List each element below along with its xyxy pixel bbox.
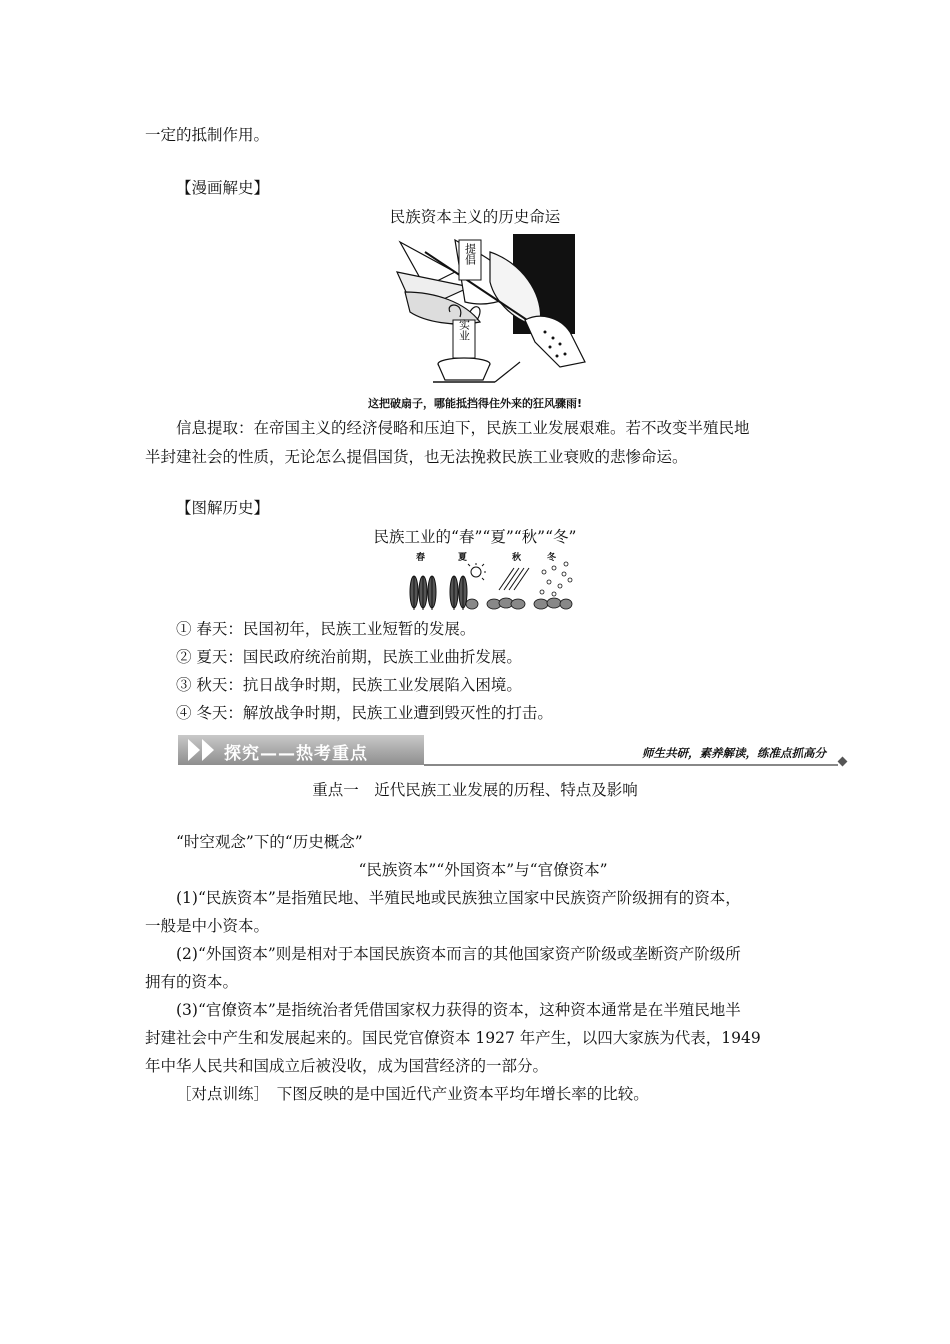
exercise-text: ［对点训练］ 下图反映的是中国近代产业资本平均年增长率的比较。 <box>176 1085 649 1103</box>
section-heading: 【图解历史】 <box>176 499 270 517</box>
body-text: 年中华人民共和国成立后被没收，成为国营经济的一部分。 <box>145 1057 549 1075</box>
season-label-summer: 夏 <box>458 553 468 563</box>
cartoon-caption: 这把破扇子，哪能抵挡得住外来的狂风骤雨! <box>367 397 582 410</box>
body-text: 拥有的资本。 <box>145 973 239 991</box>
divider <box>424 764 838 766</box>
season-label-winter: 冬 <box>547 553 557 563</box>
diamond-icon <box>838 757 848 767</box>
diagram-title: 民族工业的“春”“夏”“秋”“冬” <box>373 528 577 546</box>
section-title: 重点一 近代民族工业发展的历程、特点及影响 <box>312 781 638 799</box>
seasons-illustration <box>404 550 576 612</box>
banner-tagline: 师生共研，素养解读，练准点抓高分 <box>642 746 826 760</box>
plant-label: 实业 <box>457 319 471 341</box>
section-heading: 【漫画解史】 <box>176 179 270 197</box>
section-banner <box>178 735 846 767</box>
body-text: 半封建社会的性质，无论怎么提倡国货，也无法挽救民族工业衰败的悲惨命运。 <box>145 448 688 466</box>
body-text: 一般是中小资本。 <box>145 917 270 935</box>
list-item: ④ 冬天：解放战争时期，民族工业遭到毁灭性的打击。 <box>176 704 553 722</box>
cartoon-illustration <box>395 232 595 392</box>
list-item: ② 夏天：国民政府统治前期，民族工业曲折发展。 <box>176 648 522 666</box>
season-label-spring: 春 <box>416 553 426 563</box>
body-text: “时空观念”下的“历史概念” <box>176 833 363 851</box>
body-text: 一定的抵制作用。 <box>145 126 270 144</box>
banner-left-block <box>178 735 424 765</box>
banner-title: 探究——热考重点 <box>224 744 368 764</box>
body-text: 封建社会中产生和发展起来的。国民党官僚资本 1927 年产生，以四大家族为代表，1949 <box>145 1029 761 1047</box>
list-item: ① 春天：民国初年，民族工业短暂的发展。 <box>176 620 476 638</box>
body-text: (2)“外国资本”则是相对于本国民族资本而言的其他国家资产阶级或垄断资产阶级所 <box>176 945 741 963</box>
body-text: (1)“民族资本”是指殖民地、半殖民地或民族独立国家中民族资产阶级拥有的资本， <box>176 889 741 907</box>
body-text: 信息提取：在帝国主义的经济侵略和压迫下，民族工业发展艰难。若不改变半殖民地 <box>176 419 750 437</box>
body-text: (3)“官僚资本”是指统治者凭借国家权力获得的资本，这种资本通常是在半殖民地半 <box>176 1001 741 1019</box>
chevron-icon <box>202 739 214 761</box>
concept-subtitle: “民族资本”“外国资本”与“官僚资本” <box>358 861 608 879</box>
season-label-autumn: 秋 <box>512 553 522 563</box>
fan-label: 提倡 <box>463 243 477 265</box>
cartoon-title: 民族资本主义的历史命运 <box>389 208 561 226</box>
list-item: ③ 秋天：抗日战争时期，民族工业发展陷入困境。 <box>176 676 522 694</box>
chevron-icon <box>188 739 200 761</box>
